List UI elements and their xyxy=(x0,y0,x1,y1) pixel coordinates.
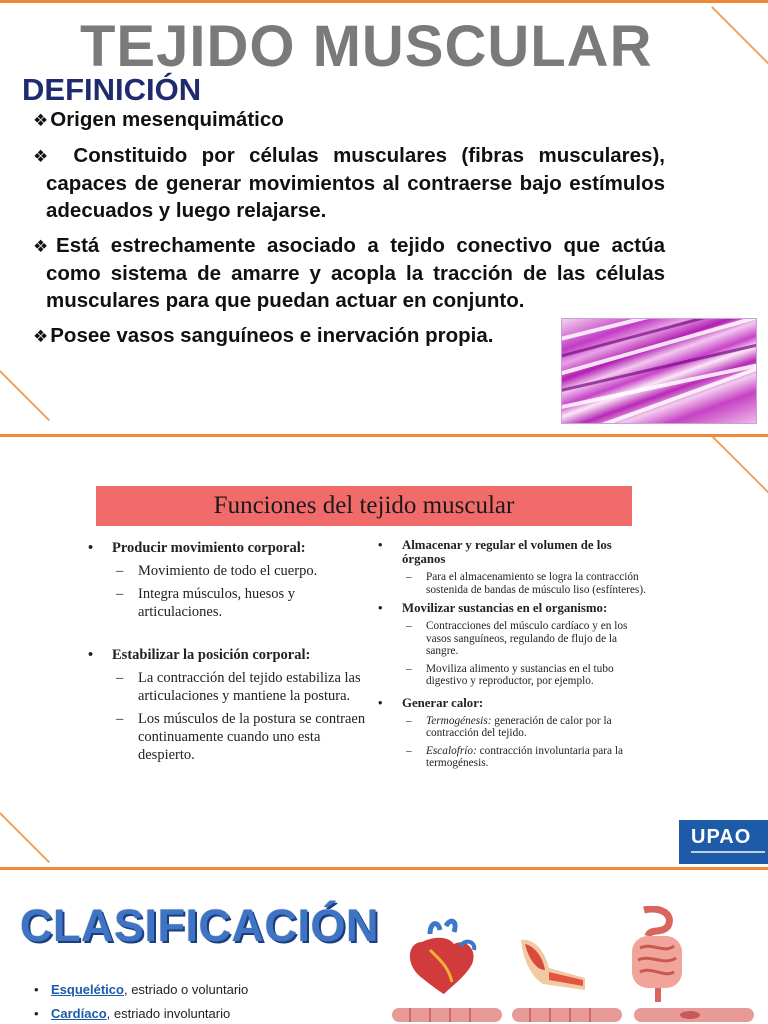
decorative-line xyxy=(711,437,768,493)
list-item: • Esquelético, estriado o voluntario xyxy=(34,978,248,1002)
function-heading: • Producir movimiento corporal: xyxy=(88,540,370,557)
classification-title: CLASIFICACIÓN xyxy=(20,900,379,951)
function-heading: • Estabilizar la posición corporal: xyxy=(88,647,370,664)
function-detail: – Para el almacenamiento se logra la contracción sostenida de bandas de músculo liso (esfínteres). xyxy=(378,571,646,596)
functions-right-column xyxy=(378,538,646,770)
list-item: ❖Está estrechamente asociado a tejido conectivo que actúa como sistema de amarre y acopla la tracción de las células musculares para que puedan actuar en conjunto. xyxy=(33,234,665,312)
banner-title: Funciones del tejido muscular xyxy=(213,492,515,519)
muscle-histology-image xyxy=(561,318,757,424)
list-item: ❖Origen mesenquimático xyxy=(33,108,284,131)
classification-list xyxy=(34,978,248,1024)
page-title: TEJIDO MUSCULAR xyxy=(80,14,653,79)
function-detail: – Contracciones del músculo cardíaco y en los vasos sanguíneos, regulando de flujo de la sangre. xyxy=(378,620,646,658)
function-detail: – Integra músculos, huesos y articulaciones. xyxy=(88,585,370,621)
slide-clasificacion xyxy=(0,870,768,1024)
function-detail: – La contracción del tejido estabiliza las articulaciones y mantiene la postura. xyxy=(88,669,370,705)
slide-funciones xyxy=(0,437,768,867)
functions-left-column xyxy=(88,540,370,764)
top-accent-bar xyxy=(0,0,768,3)
list-item: • Cardíaco, estriado involuntario xyxy=(34,1002,248,1024)
diamond-bullet-icon: ❖ xyxy=(33,147,57,166)
function-detail: – Termogénesis: generación de calor por la contracción del tejido. xyxy=(378,715,646,740)
decorative-line xyxy=(0,812,50,863)
list-item: ❖Posee vasos sanguíneos e inervación propia. xyxy=(33,324,494,347)
function-heading: • Movilizar sustancias en el organismo: xyxy=(378,601,646,615)
function-detail: – Escalofrío: contracción involuntaria para la termogénesis. xyxy=(378,745,646,770)
decorative-line xyxy=(711,6,768,64)
decorative-line xyxy=(0,370,50,421)
list-item: ❖ Constituido por células musculares (fibras musculares), capaces de generar movimientos al contraerse bajo estímulos adecuados y luego relajarse. xyxy=(33,144,665,222)
functions-banner xyxy=(96,486,632,526)
function-detail: – Los músculos de la postura se contraen continuamente cuando uno esta despierto. xyxy=(88,710,370,764)
function-detail: – Moviliza alimento y sustancias en el tubo digestivo y reproductor, por ejemplo. xyxy=(378,663,646,688)
function-detail: – Movimiento de todo el cuerpo. xyxy=(88,562,370,580)
slide-definicion xyxy=(0,0,768,434)
muscle-fiber-icon xyxy=(390,1004,768,1024)
function-heading: • Generar calor: xyxy=(378,696,646,710)
link-esqueletico[interactable]: Esquelético xyxy=(51,982,124,997)
function-heading: • Almacenar y regular el volumen de los órganos xyxy=(378,538,646,566)
heart-icon xyxy=(400,916,482,998)
diamond-bullet-icon: ❖ xyxy=(33,111,49,130)
diamond-bullet-icon: ❖ xyxy=(33,237,55,256)
diamond-bullet-icon: ❖ xyxy=(33,327,49,346)
logo-text: UPAO xyxy=(691,826,752,848)
upao-logo xyxy=(679,820,768,864)
arm-muscle-icon xyxy=(515,932,591,994)
section-subtitle: DEFINICIÓN xyxy=(22,72,202,107)
link-cardiaco[interactable]: Cardíaco xyxy=(51,1006,107,1021)
logo-underline xyxy=(691,851,765,853)
intestine-icon xyxy=(624,906,690,1004)
